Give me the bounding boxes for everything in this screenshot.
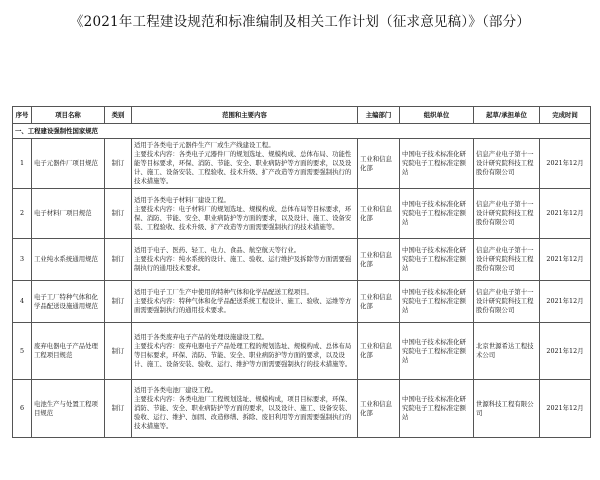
- row-due: 2021年12月: [540, 323, 591, 380]
- table-row: [13, 281, 591, 323]
- scope-content: 主要技术内容：纯水系统的设计、施工、验收、运行维护及拆除等方面需要强制执行的通用技术要求。: [134, 255, 352, 272]
- section-row: [13, 124, 591, 139]
- row-dept: 工业和信息化部: [358, 189, 400, 239]
- scope-applicability: 适用于电子工厂生产中使用的特种气体和化学品配送工程项目。: [134, 288, 313, 296]
- row-drafter: 信息产业电子第十一设计研究院科技工程股份有限公司: [474, 139, 540, 189]
- row-drafter: 信息产业电子第十一设计研究院科技工程股份有限公司: [474, 281, 540, 323]
- header-dept: 主编部门: [358, 107, 400, 124]
- row-drafter: 世源科技工程有限公司: [474, 380, 540, 438]
- row-scope: [132, 139, 358, 189]
- row-org: 中国电子技术标准化研究院电子工程标准定额站: [400, 239, 474, 281]
- row-category: 制订: [105, 380, 132, 438]
- row-name: 电子材料厂项目规范: [32, 189, 105, 239]
- table-row: [13, 323, 591, 380]
- plan-table: [12, 106, 591, 438]
- row-due: 2021年12月: [540, 380, 591, 438]
- row-scope: [132, 189, 358, 239]
- scope-content: 主要技术内容：废弃电器电子产品处理工程的规划选址、规模构成、总体布局等目标要求，环保、消防、节能、安全、职业病防护等方面的要求，以及设计、施工、设备安装、验收、运行、维护等方面需要强制执行的技术措施等。: [134, 342, 352, 368]
- row-due: 2021年12月: [540, 139, 591, 189]
- scope-applicability: 适用于各类电池厂建设工程。: [134, 386, 218, 394]
- header-name: 项目名称: [32, 107, 105, 124]
- page-title: 《2021年工程建设规范和标准编制及相关工作计划（征求意见稿）》（部分）: [69, 14, 531, 30]
- row-org: 中国电子技术标准化研究院电子工程标准定额站: [400, 189, 474, 239]
- row-dept: 工业和信息化部: [358, 323, 400, 380]
- row-scope: [132, 281, 358, 323]
- row-due: 2021年12月: [540, 281, 591, 323]
- row-org: 中国电子技术标准化研究院电子工程标准定额站: [400, 323, 474, 380]
- row-name: 废弃电器电子产品处理工程项目规范: [32, 323, 105, 380]
- row-category: 制订: [105, 281, 132, 323]
- scope-applicability: 适用于各类电子材料厂建设工程。: [134, 195, 230, 204]
- row-drafter: 北京世源希达工程技术公司: [474, 323, 540, 380]
- row-category: 制订: [105, 239, 132, 281]
- row-category: 制订: [105, 323, 132, 380]
- table-row: [13, 139, 591, 189]
- row-name: 电池生产与处置工程项目规范: [32, 380, 105, 438]
- scope-content: 主要技术内容：各类电子元器件厂的规划选址、规模构成、总体布局、功能性能等目标要求，环保、消防、节能、安全、职业病防护等方面的要求，以及设计、施工、设备安装、工程验收、技术升级、扩产改造等方面需要强制执行的技术措施等。: [134, 150, 352, 185]
- row-due: 2021年12月: [540, 239, 591, 281]
- row-org: 中国电子技术标准化研究院电子工程标准定额站: [400, 281, 474, 323]
- row-name: 电子工厂特种气体和化学品配送设施通用规范: [32, 281, 105, 323]
- scope-content: 主要技术内容：电子材料厂的规划选址、规模构成、总体布局等目标要求，环保、消防、节能、安全、职业病防护等方面的要求，以及设计、施工、设备安装、工程验收、技术升级、扩产改造等方面需要强制执行的技术措施等。: [134, 204, 352, 231]
- table-row: [13, 239, 591, 281]
- row-scope: [132, 380, 358, 438]
- row-dept: 工业和信息化部: [358, 281, 400, 323]
- row-no: 1: [13, 139, 32, 189]
- scope-content: 主要技术内容：各类电池厂工程规划选址、规模构成，项目目标要求，环保、消防、节能、安全、职业病防护等方面的要求，以及设计、施工、设备安装、验收、运行、维护、加固、改造修缮、拆除、废旧利用等方面需要强制执行的技术措施等。: [134, 395, 352, 430]
- section-title: 一、工程建设强制性国家规范: [13, 124, 591, 139]
- row-scope: [132, 239, 358, 281]
- header-category: 类别: [105, 107, 132, 124]
- header-due: 完成时间: [540, 107, 591, 124]
- row-category: 制订: [105, 189, 132, 239]
- scope-content: 主要技术内容：特种气体和化学品配送系统工程设计、施工、验收、运维等方面需要强制执行的通用技术要求。: [134, 297, 352, 314]
- row-name: 电子元器件厂项目规范: [32, 139, 105, 189]
- row-dept: 工业和信息化部: [358, 239, 400, 281]
- row-dept: 工业和信息化部: [358, 139, 400, 189]
- row-dept: 工业和信息化部: [358, 380, 400, 438]
- row-drafter: 信息产业电子第十一设计研究院科技工程股份有限公司: [474, 189, 540, 239]
- scope-applicability: 适用于各类电子元器件生产厂或生产线建设工程。: [134, 141, 275, 149]
- header-no: 序号: [13, 107, 32, 124]
- row-no: 5: [13, 323, 32, 380]
- header-drafter: 起草/承担单位: [474, 107, 540, 124]
- row-org: 中国电子技术标准化研究院电子工程标准定额站: [400, 380, 474, 438]
- table-row: [13, 380, 591, 438]
- table-row: [13, 189, 591, 239]
- table-header-row: [13, 107, 591, 124]
- row-due: 2021年12月: [540, 189, 591, 239]
- header-scope: 范围和主要内容: [132, 107, 358, 124]
- row-name: 工业纯水系统通用规范: [32, 239, 105, 281]
- row-scope: [132, 323, 358, 380]
- header-org: 组织单位: [400, 107, 474, 124]
- row-category: 制订: [105, 139, 132, 189]
- scope-applicability: 适用于电子、医药、轻工、电力、食品、航空航天等行业。: [134, 246, 301, 254]
- row-drafter: 信息产业电子第十一设计研究院科技工程股份有限公司: [474, 239, 540, 281]
- row-no: 2: [13, 189, 32, 239]
- row-no: 4: [13, 281, 32, 323]
- row-no: 3: [13, 239, 32, 281]
- row-no: 6: [13, 380, 32, 438]
- row-org: 中国电子技术标准化研究院电子工程标准定额站: [400, 139, 474, 189]
- scope-applicability: 适用于各类废弃电子产品的处理设施建设工程。: [134, 333, 269, 341]
